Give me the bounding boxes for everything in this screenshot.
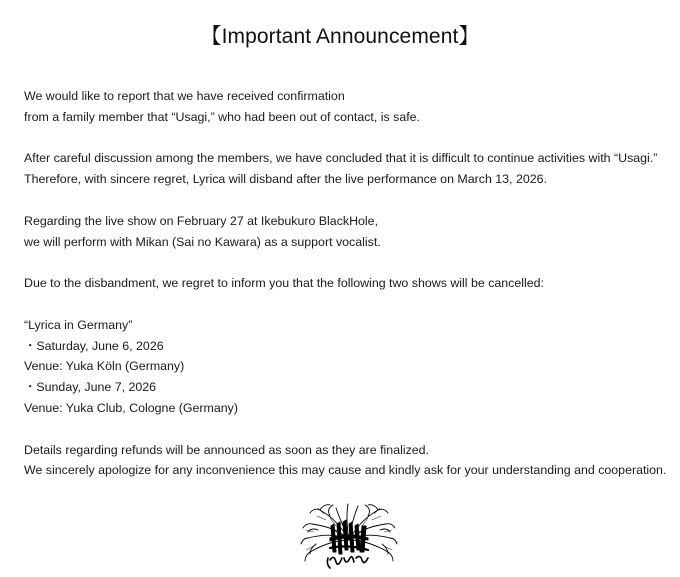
paragraph-shows-list [24, 315, 664, 419]
show-venue: Venue: Yuka Köln (Germany) [24, 359, 185, 374]
text-line: After careful discussion among the members, we have concluded that it is difficult to continue activities with “Usagi.” [24, 151, 658, 166]
text-line: we will perform with Mikan (Sai no Kawara) as a support vocalist. [24, 234, 381, 249]
show-venue: Venue: Yuka Club, Cologne (Germany) [24, 400, 238, 415]
announcement-body [24, 86, 667, 481]
text-line: Therefore, with sincere regret, Lyrica will disband after the live performance on March 13, 2026. [24, 172, 547, 187]
text-line: from a family member that “Usagi,” who had been out of contact, is safe. [24, 109, 420, 124]
show-date: ・Sunday, June 7, 2026 [24, 380, 157, 395]
text-line: We would like to report that we have received confirmation [24, 89, 345, 103]
announcement-title: 【Important Announcement】 [200, 25, 480, 48]
lyrica-logo [290, 500, 408, 572]
text-line: We sincerely apologize for any inconvenience this may cause and kindly ask for your understanding and cooperation. [24, 463, 667, 478]
paragraph-live-show [24, 211, 664, 253]
paragraph-refunds [24, 440, 667, 482]
text-line: Due to the disbandment, we regret to inform you that the following two shows will be cancelled: [24, 276, 544, 291]
paragraph-safety [24, 86, 664, 128]
text-line: Regarding the live show on February 27 at Ikebukuro BlackHole, [24, 213, 379, 228]
paragraph-disband [24, 148, 664, 190]
show-tour-name: “Lyrica in Germany” [24, 317, 133, 332]
text-line: Details regarding refunds will be announced as soon as they are finalized. [24, 442, 430, 457]
paragraph-cancellation [24, 273, 664, 294]
show-date: ・Saturday, June 6, 2026 [24, 338, 164, 353]
